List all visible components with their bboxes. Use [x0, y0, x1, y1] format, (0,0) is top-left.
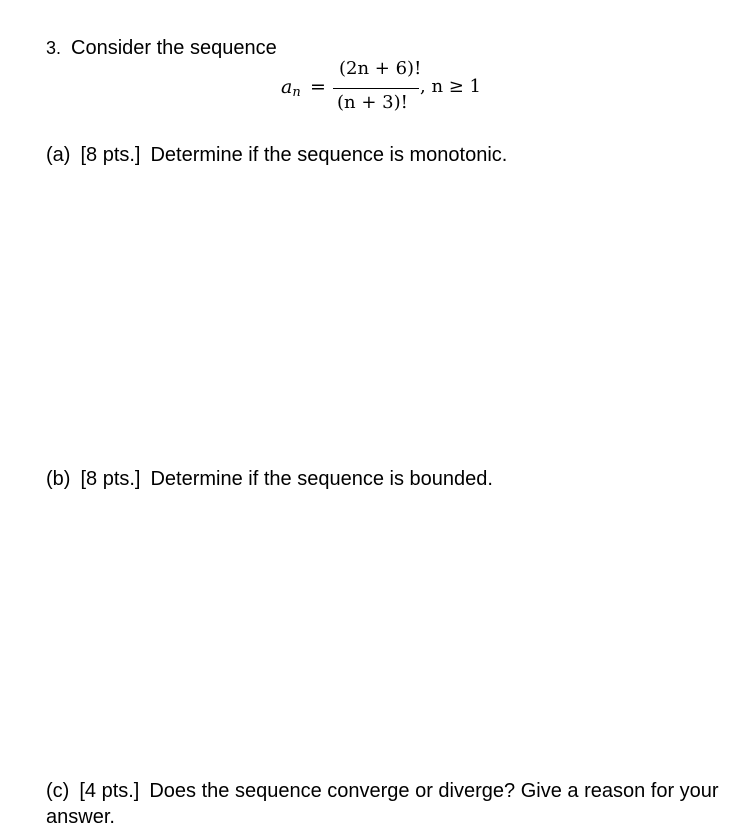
formula-denominator: (n + 3)! [337, 92, 408, 113]
part-b-answer-space[interactable] [46, 502, 726, 762]
formula-lhs-subscript: n [292, 85, 301, 100]
part-b [46, 466, 726, 492]
question-header [46, 36, 277, 60]
part-a-text: Determine if the sequence is monotonic. [150, 144, 508, 166]
formula-lhs [281, 76, 301, 104]
part-a-points: [8 pts.] [80, 144, 141, 166]
sequence-formula [281, 58, 501, 118]
part-c [46, 778, 726, 830]
formula-lhs-var: a [281, 76, 293, 98]
part-b-text: Determine if the sequence is bounded. [150, 468, 493, 490]
fraction-bar [333, 88, 419, 89]
question-number: 3. [46, 38, 62, 58]
part-c-points: [4 pts.] [79, 780, 140, 802]
part-a [46, 142, 726, 168]
formula-condition: , n ≥ 1 [420, 76, 482, 97]
formula-numerator: (2n + 6)! [339, 58, 422, 79]
part-c-text: Does the sequence converge or diverge? Give a reason for your answer. [46, 780, 719, 828]
part-a-label: (a) [46, 144, 71, 166]
part-c-label: (c) [46, 780, 70, 802]
part-a-answer-space[interactable] [46, 178, 726, 448]
part-b-points: [8 pts.] [80, 468, 141, 490]
question-intro: Consider the sequence [71, 37, 277, 59]
part-b-label: (b) [46, 468, 71, 490]
formula-equals: = [310, 76, 326, 98]
